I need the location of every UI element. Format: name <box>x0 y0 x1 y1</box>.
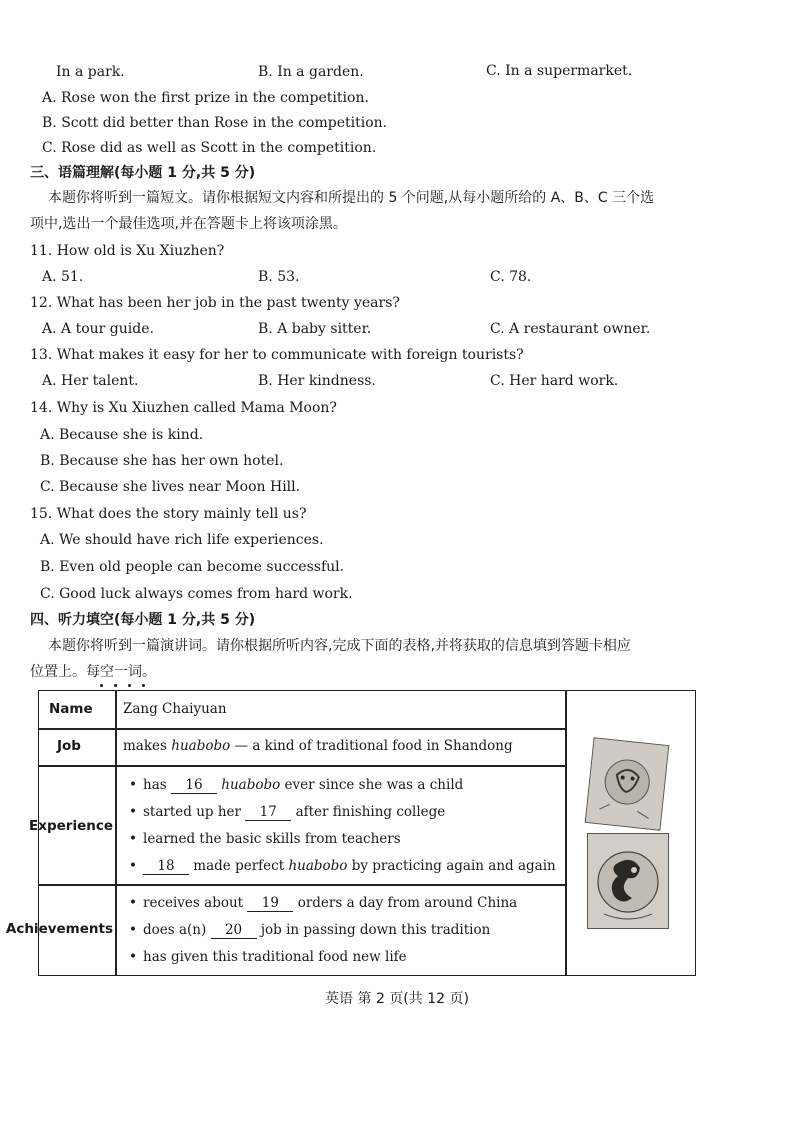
row-label-experience: Experience <box>29 818 113 834</box>
table-divider <box>565 691 567 975</box>
section3-instruction-line2: 项中,选出一个最佳选项,并在答题卡上将该项涂黑。 <box>30 216 347 232</box>
prev-option-a: A. Rose won the first prize in the competition. <box>42 90 369 106</box>
row-label-achievements: Achievements <box>5 921 113 937</box>
bullet: • <box>129 949 137 965</box>
q15-option-a: A. We should have rich life experiences. <box>40 532 324 548</box>
page-footer: 英语 第 2 页(共 12 页) <box>325 991 469 1007</box>
job-food-word: huabobo <box>171 738 231 754</box>
section4-instruction-line2: 位置上。每空一词。 <box>30 664 156 680</box>
prev-option-c: C. Rose did as well as Scott in the competition. <box>42 140 377 156</box>
blank-20[interactable]: 20 <box>211 922 257 939</box>
experience-line-3 <box>129 831 401 847</box>
ach2-post: job in passing down this tradition <box>260 922 491 938</box>
q14-option-c: C. Because she lives near Moon Hill. <box>40 479 301 495</box>
q15-option-c: C. Good luck always comes from hard work. <box>40 586 353 602</box>
blank-16[interactable]: 16 <box>171 777 217 794</box>
q15-stem: 15. What does the story mainly tell us? <box>30 506 307 522</box>
table-divider <box>39 765 566 767</box>
q13-stem: 13. What makes it easy for her to communicate with foreign tourists? <box>30 347 524 363</box>
q11-option-c: C. 78. <box>490 269 532 285</box>
table-divider <box>115 691 117 975</box>
exp4-pre: made perfect <box>193 858 285 874</box>
q13-option-b: B. Her kindness. <box>258 373 376 389</box>
q11-option-a: A. 51. <box>42 269 84 285</box>
bullet: • <box>129 895 137 911</box>
q14-option-a: A. Because she is kind. <box>40 427 204 443</box>
ach2-pre: does a(n) <box>143 922 207 938</box>
row-label-name: Name <box>49 701 93 717</box>
bullet: • <box>129 804 137 820</box>
experience-line-4 <box>129 858 556 875</box>
emphasis-dot <box>128 684 131 687</box>
blank-18[interactable]: 18 <box>143 858 189 875</box>
exp4-food-word: huabobo <box>288 858 348 874</box>
huabobo-photo-2 <box>587 833 669 929</box>
q11-stem: 11. How old is Xu Xiuzhen? <box>30 243 225 259</box>
achievement-line-1 <box>129 895 517 912</box>
achievement-line-2 <box>129 922 490 939</box>
q14-option-b: B. Because she has her own hotel. <box>40 453 284 469</box>
q13-option-c: C. Her hard work. <box>490 373 619 389</box>
job-value <box>123 738 513 754</box>
emphasis-dot <box>100 684 103 687</box>
info-table <box>5 690 696 976</box>
prev-option-b: B. Scott did better than Rose in the competition. <box>42 115 388 131</box>
exp2-post: after finishing college <box>295 804 446 820</box>
bullet: • <box>129 922 137 938</box>
experience-line-2 <box>129 804 445 821</box>
bullet: • <box>129 777 137 793</box>
exp1-food-word: huabobo <box>221 777 281 793</box>
exp4-post: by practicing again and again <box>351 858 556 874</box>
q10-option-b: B. In a garden. <box>258 64 364 80</box>
exp3-text: learned the basic skills from teachers <box>143 831 401 847</box>
blank-19[interactable]: 19 <box>247 895 293 912</box>
emphasis-dot <box>142 684 145 687</box>
q12-option-c: C. A restaurant owner. <box>490 321 651 337</box>
q12-stem: 12. What has been her job in the past twenty years? <box>30 295 400 311</box>
emphasis-dot <box>114 684 117 687</box>
ach3-text: has given this traditional food new life <box>143 949 407 965</box>
q10-option-c: C. In a supermarket. <box>486 63 633 79</box>
exp1-post: ever since she was a child <box>284 777 464 793</box>
job-text-post: — a kind of traditional food in Shandong <box>230 738 513 754</box>
q13-option-a: A. Her talent. <box>42 373 139 389</box>
q10-option-a: In a park. <box>56 64 125 80</box>
q12-option-a: A. A tour guide. <box>42 321 154 337</box>
exp2-pre: started up her <box>143 804 241 820</box>
section3-instruction-line1: 本题你将听到一篇短文。请你根据短文内容和所提出的 5 个问题,从每小题所给的 A、B、C 三个选 <box>48 190 655 206</box>
blank-17[interactable]: 17 <box>245 804 291 821</box>
section4-instruction-line1: 本题你将听到一篇演讲词。请你根据所听内容,完成下面的表格,并将获取的信息填到答题卡相应 <box>48 638 631 654</box>
section3-heading: 三、语篇理解(每小题 1 分,共 5 分) <box>30 165 256 181</box>
q15-option-b: B. Even old people can become successful. <box>40 559 345 575</box>
bullet: • <box>129 831 137 847</box>
row-label-job: Job <box>57 738 81 754</box>
job-text-pre: makes <box>123 738 172 754</box>
bullet: • <box>129 858 137 874</box>
huabobo-image-1 <box>586 738 668 829</box>
q11-option-b: B. 53. <box>258 269 300 285</box>
q12-option-b: B. A baby sitter. <box>258 321 372 337</box>
table-divider <box>39 884 566 886</box>
q14-stem: 14. Why is Xu Xiuzhen called Mama Moon? <box>30 400 337 416</box>
huabobo-photo-1 <box>585 737 670 830</box>
exp1-pre: has <box>143 777 167 793</box>
name-value: Zang Chaiyuan <box>123 701 227 717</box>
experience-line-1 <box>129 777 463 794</box>
huabobo-image-2 <box>588 834 668 928</box>
ach1-pre: receives about <box>143 895 244 911</box>
section4-heading: 四、听力填空(每小题 1 分,共 5 分) <box>30 612 256 628</box>
table-divider <box>39 728 566 730</box>
achievement-line-3 <box>129 949 407 965</box>
ach1-post: orders a day from around China <box>297 895 518 911</box>
